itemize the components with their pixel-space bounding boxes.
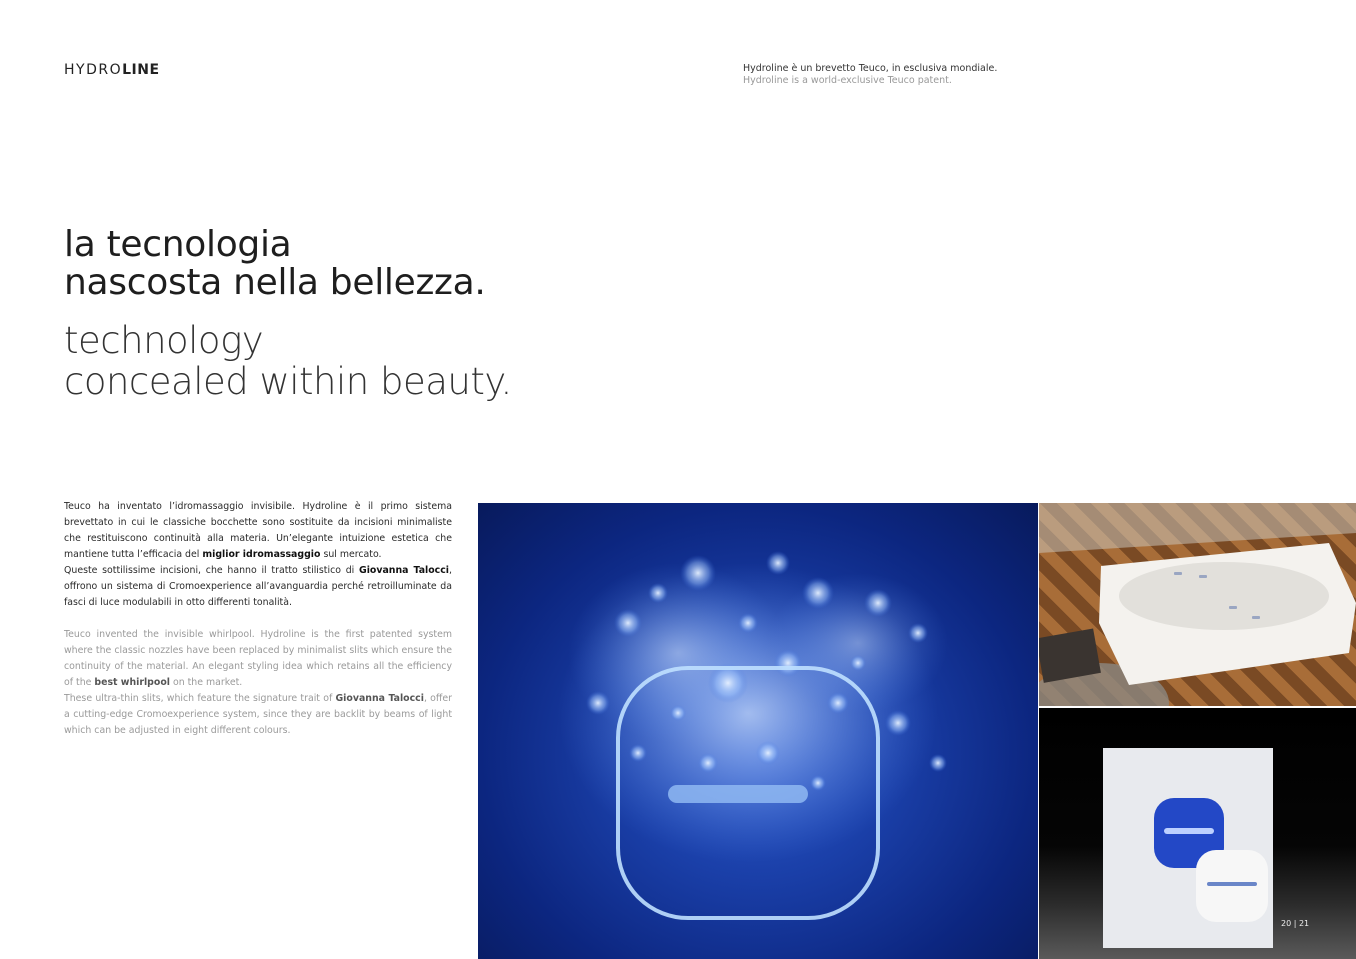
water-nozzle-photo xyxy=(478,503,1038,959)
body-it-paragraph-1 xyxy=(64,499,452,563)
body-en-p2-bold: Giovanna Talocci xyxy=(335,693,424,704)
body-text-italian xyxy=(64,499,452,611)
brand-logo xyxy=(64,62,160,78)
bathtub-illustration xyxy=(1039,503,1356,706)
blue-nozzle-slit xyxy=(1164,828,1214,834)
headline-it-line2: nascosta nella bellezza. xyxy=(64,262,486,303)
body-en-p1-bold: best whirlpool xyxy=(94,677,170,688)
headline-en-line1: technology xyxy=(64,319,264,362)
body-it-p1-text-b: sul mercato. xyxy=(320,549,382,560)
white-nozzle-slit xyxy=(1207,882,1257,886)
body-it-p1-bold: miglior idromassaggio xyxy=(202,549,321,560)
headline-en-line2: concealed within beauty. xyxy=(64,360,512,403)
body-text-english xyxy=(64,627,452,739)
patent-note-it: Hydroline è un brevetto Teuco, in esclusiva mondiale. xyxy=(743,63,998,74)
water-nozzle-illustration xyxy=(478,503,1038,959)
body-it-p2-bold: Giovanna Talocci xyxy=(359,565,450,576)
body-it-paragraph-2 xyxy=(64,563,452,611)
patent-note xyxy=(743,63,997,87)
bathtub-photo xyxy=(1039,503,1356,706)
logo-thin: HYDRO xyxy=(64,62,123,78)
body-en-p1-text-b: on the market. xyxy=(169,677,243,688)
nozzle-slit xyxy=(668,785,808,803)
body-it-p1-text-a: Teuco ha inventato l’idromassaggio invisibile. Hydroline è il primo sistema brevettato in cui le classiche bocchette sono sostituite da incisioni minimaliste che restituiscono continuità alla materia. Un’elegante intuizione estetica che mantiene tutta l’efficacia del xyxy=(64,501,452,560)
body-en-p2-text-b: , offer a cutting-edge Cromoexperience system, since they are backlit by beams of light which can be adjusted in eight different colours. xyxy=(64,693,452,736)
page-number: 20 | 21 xyxy=(1281,919,1310,928)
headline-english xyxy=(64,320,512,402)
patent-note-en: Hydroline is a world-exclusive Teuco patent. xyxy=(743,75,952,86)
bathtub-basin xyxy=(1119,562,1329,630)
body-en-p2-text-a: These ultra-thin slits, which feature the signature trait of xyxy=(64,693,336,704)
headline-italian xyxy=(64,226,486,302)
body-en-paragraph-1 xyxy=(64,627,452,691)
logo-bold: LINE xyxy=(122,62,160,78)
bubble-cloud-3 xyxy=(768,573,948,713)
body-en-paragraph-2 xyxy=(64,691,452,739)
body-it-p2-text-a: Queste sottilissime incisioni, che hanno il tratto stilistico di xyxy=(64,565,360,576)
headline-it-line1: la tecnologia xyxy=(64,224,292,265)
body-en-p1-text-a: Teuco invented the invisible whirlpool. Hydroline is the first patented system where the classic nozzles have been replaced by minimalist slits which ensure the continuity of the material. An elegant styling idea which retains all the efficiency of the xyxy=(64,629,452,688)
body-it-p2-text-b: , offrono un sistema di Cromoexperience all’avanguardia perché retroilluminate da fasci di luce modulabili in otto differenti tonalità. xyxy=(64,565,452,608)
